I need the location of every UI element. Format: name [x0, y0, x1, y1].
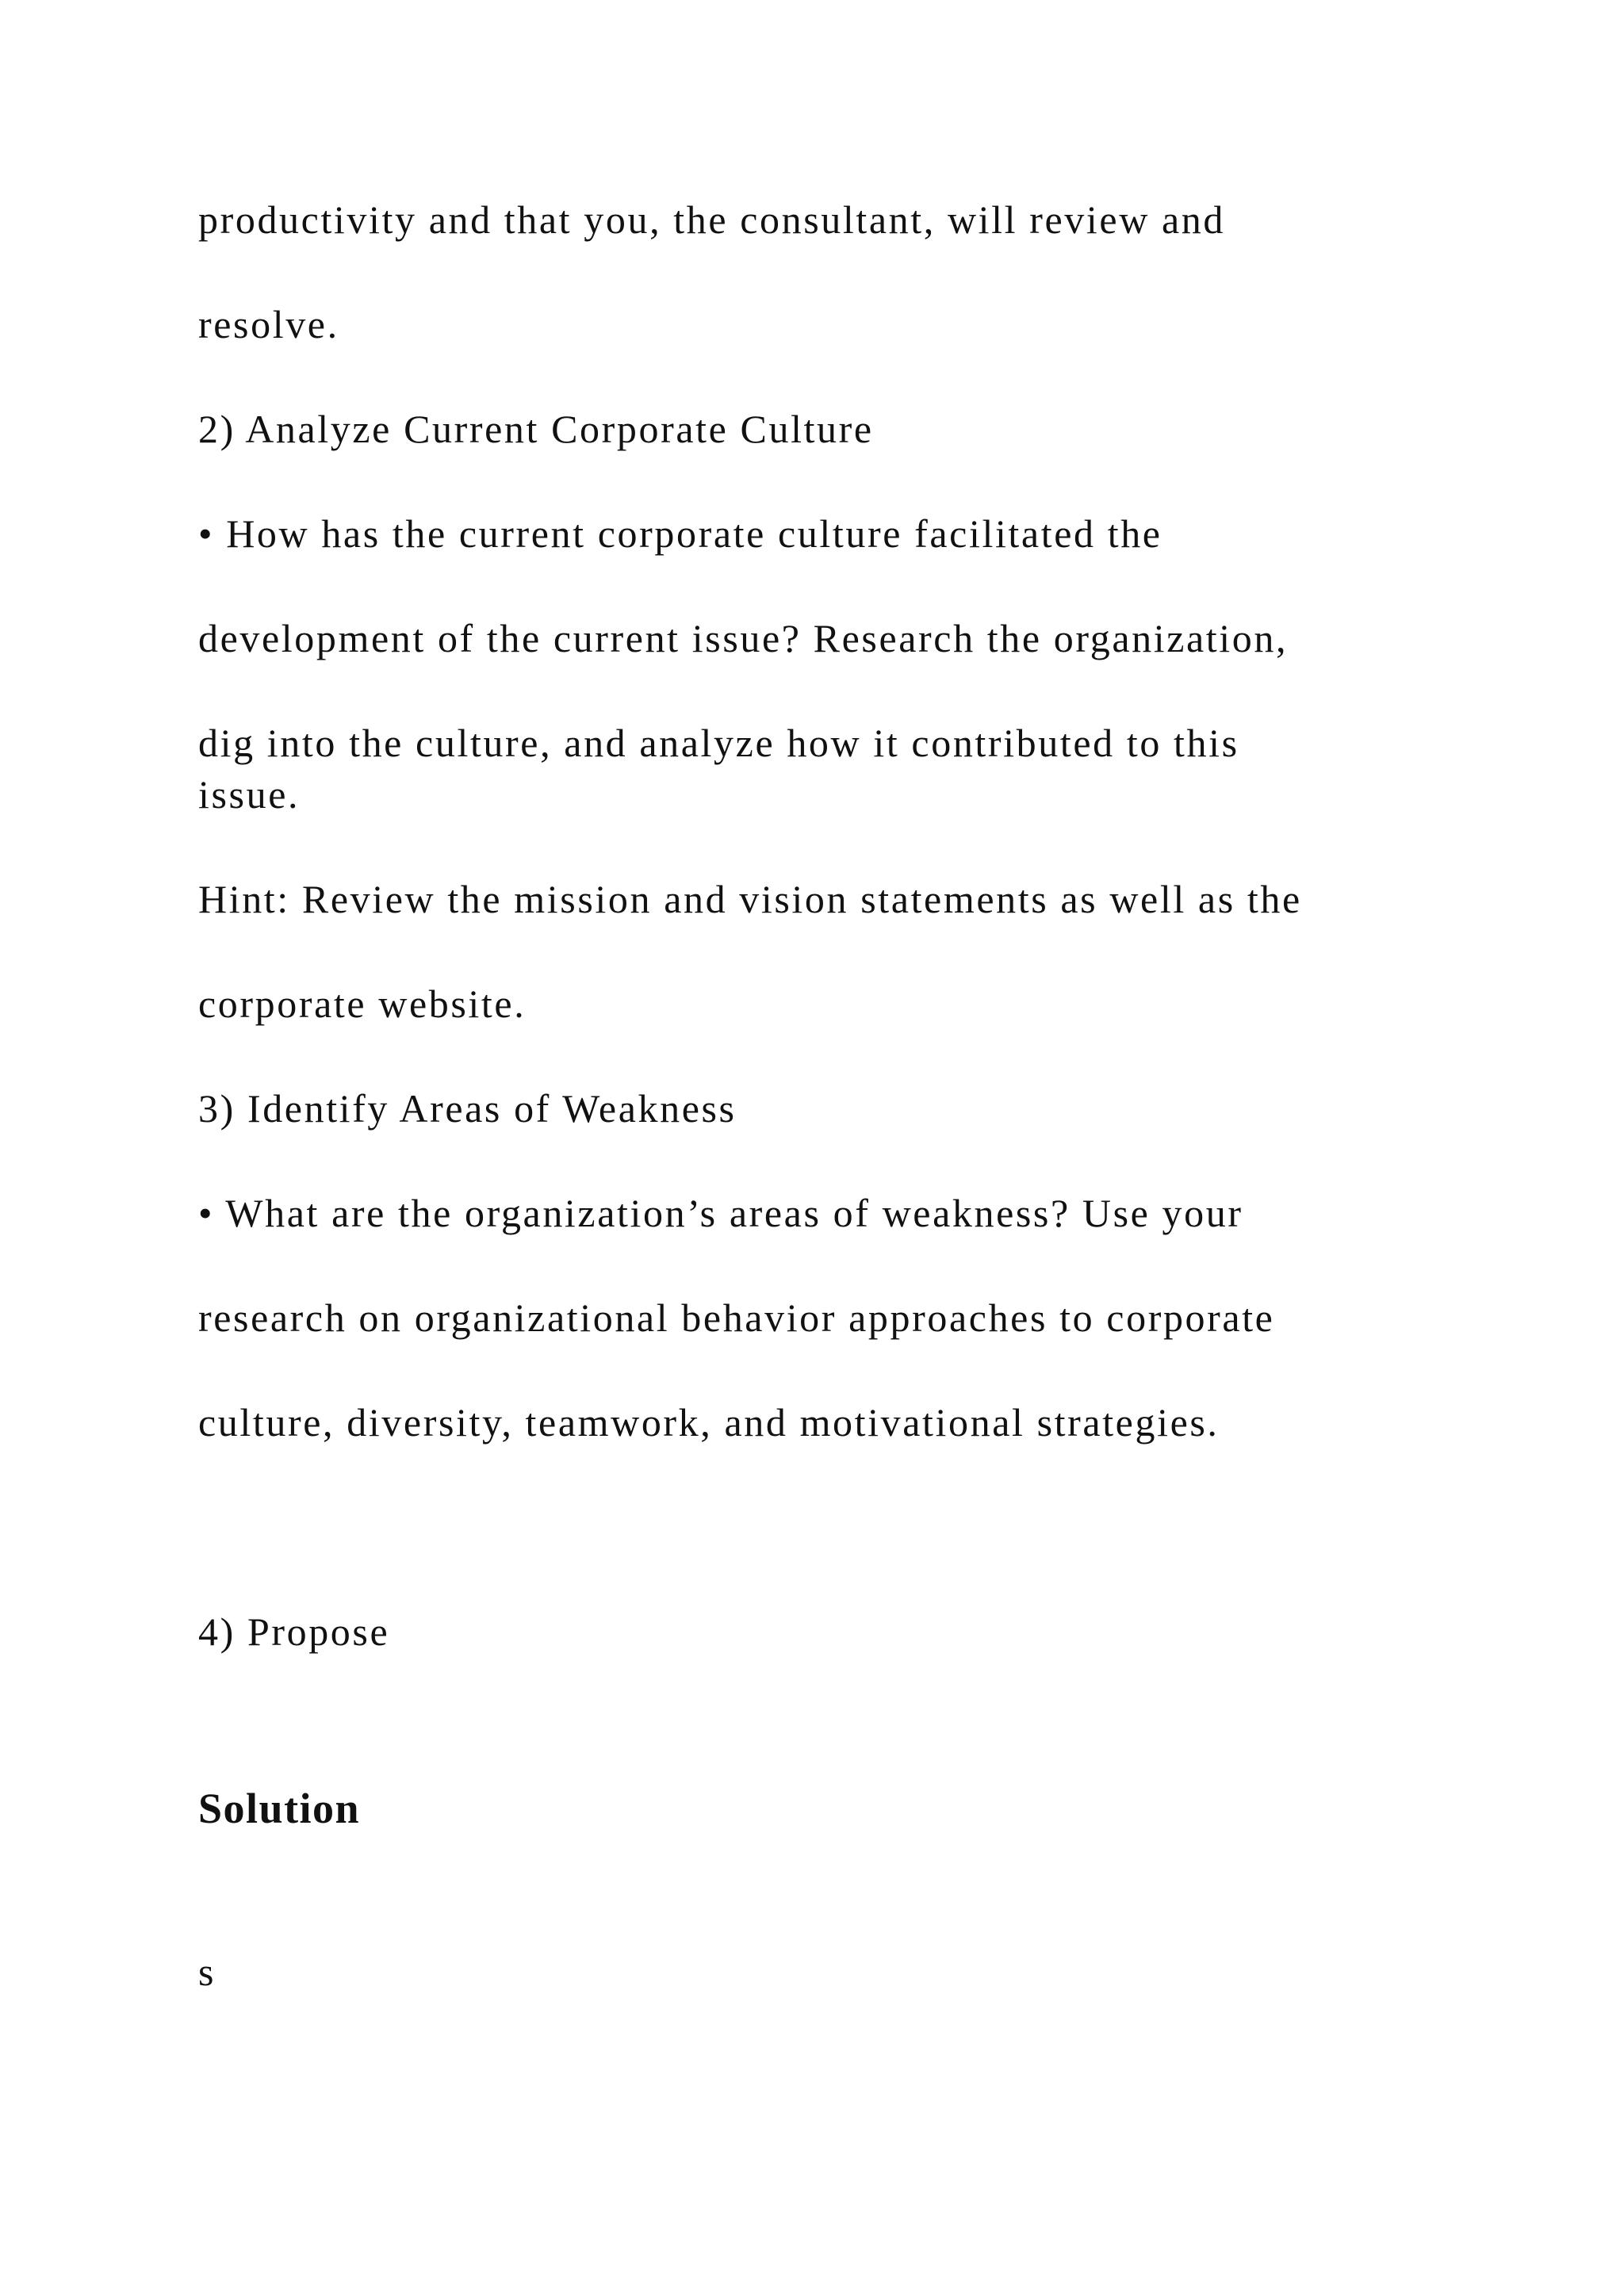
- solution-text: s: [198, 1950, 216, 1994]
- paragraph-line: corporate website.: [198, 982, 527, 1026]
- section-heading-3: 3) Identify Areas of Weakness: [198, 1086, 737, 1131]
- paragraph-line: culture, diversity, teamwork, and motivational strategies.: [198, 1400, 1220, 1445]
- paragraph-line: issue.: [198, 772, 301, 817]
- paragraph-line: research on organizational behavior approaches to corporate: [198, 1295, 1275, 1340]
- bullet-line: • How has the current corporate culture facilitated the: [198, 511, 1162, 556]
- bullet-line: • What are the organization’s areas of weakness? Use your: [198, 1191, 1243, 1235]
- paragraph-line: dig into the culture, and analyze how it contributed to this: [198, 721, 1239, 765]
- section-heading-2: 2) Analyze Current Corporate Culture: [198, 407, 874, 451]
- paragraph-line: productivity and that you, the consultant, will review and: [198, 197, 1225, 242]
- paragraph-line: development of the current issue? Research the organization,: [198, 616, 1289, 660]
- paragraph-line: resolve.: [198, 302, 339, 346]
- section-heading-4: 4) Propose: [198, 1609, 390, 1654]
- hint-line: Hint: Review the mission and vision statements as well as the: [198, 877, 1302, 921]
- solution-heading: Solution: [198, 1785, 361, 1832]
